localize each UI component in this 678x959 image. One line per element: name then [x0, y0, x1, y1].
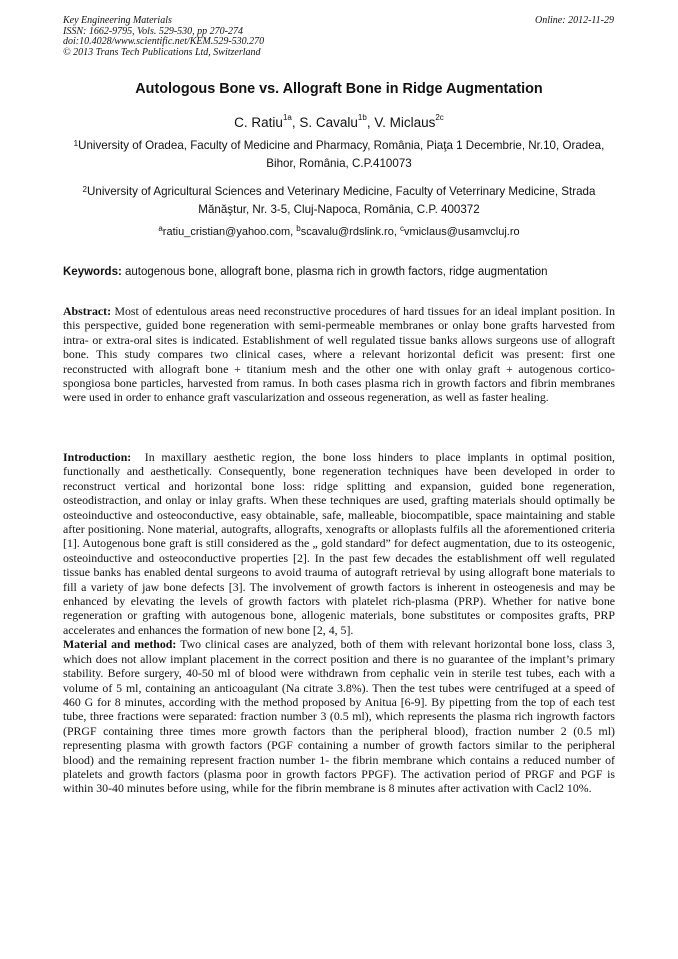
journal-header — [63, 16, 264, 58]
author-name: V. Miclaus — [374, 115, 436, 130]
author-name: S. Cavalu — [299, 115, 358, 130]
affiliation-2 — [63, 183, 615, 219]
keywords-text: autogenous bone, allograft bone, plasma rich in growth factors, ridge augmentation — [125, 266, 548, 278]
introduction-text: In maxillary aesthetic region, the bone loss hinders to place implants in optimal position, functionally and aesthetically. Consequently, bone regeneration techniques have been developed in order to reconstruct vertical and horizontal bone loss: ridge splitting and expansion, guided bone regeneration, osteodistraction, and onlay or inlay grafts. When these techniques are used, grafting materials should optimally be osteoinductive and osteoconductive, easy obtainable, safe, malleable, biocompatible, space maintaining and stable after positioning. None material, autografts, allografts, xenografts or alloplasts fulfils all the aforementioned criteria [1]. Autogenous bone graft is still considered as the „ gold standard” for defect augmentation, due to its osteogenic, osteoinductive and osteoconductive properties [2]. In the past few decades the establishment off well regulated tissue banks has enabled dental surgeons to avoid trauma of autograft retrieval by using allograft bone materials to fill a variety of jaw bone defects [3]. The involvement of growth factors is inherent in osteogenesis and may be enhanced by elevating the levels of growth factors with platelet rich-plasma (PRP). Whether for native bone regeneration or grafting with autogenous bone, allogenic materials, bone substitutes or composites grafts, PRP accelerates and enhances the formation of new bone [2, 4, 5]. — [63, 450, 615, 637]
methods-section — [63, 637, 615, 795]
methods-text: Two clinical cases are analyzed, both of them with relevant horizontal bone loss, class 3, which does not allow implant placement in the correct position and there is no guarantee of the implant’s primary stability. Before surgery, 40-50 ml of blood were withdrawn from cephalic vein in sterile test tubes, each with a volume of 5 ml, containing an anticoagulant (Na citrate 3.8%). Then the test tubes were centrifuged at a speed of 460 G for 8 minutes, according with the method proposed by Anitua [6-9]. By pipetting from the top of each test tube, three fractions were separated: fraction number 3 (0.5 ml), which represents the plasma rich ingrowth factors (PRGF containing three times more growth factors than the peripheral blood), fraction number 2 (0.5 ml) representing plasma with growth factors (PGF containing a number of growth factors similar to the peripheral blood) and the remaining represent fraction number 1- the fibrin membrane which contains a reduced number of platelets and growth factors (plasma poor in growth factors PPGF). The activation period of PRGF and PGF is within 30-40 minutes before using, while for the fibrin membrane is 8 minutes after activation with Cacl2 10%. — [63, 637, 616, 796]
affiliation-superscript: 2 — [82, 185, 87, 194]
affiliation-text: University of Oradea, Faculty of Medicine and Pharmacy, România, Piaţa 1 Decembrie, Nr.10, Oradea, Bihor, România, C.P.410073 — [78, 139, 605, 170]
online-date: Online: 2012-11-29 — [535, 15, 614, 26]
keywords-section — [63, 266, 615, 278]
email-superscript: b — [296, 224, 301, 233]
email-link[interactable]: scavalu@rdslink.ro — [300, 226, 394, 238]
email-superscript: a — [158, 224, 163, 233]
email-superscript: c — [399, 224, 404, 233]
affiliation-superscript: 1 — [73, 139, 79, 148]
author-superscript: 1a — [282, 113, 292, 122]
abstract-text: Most of edentulous areas need reconstructive procedures of hard tissues for an ideal implant position. In this perspective, guided bone regeneration with semi-permeable membranes or onlay bone grafts harvested from intra- or extra-oral sites is indicated. Establishment of well regulated tissue banks allows surgeons use of allograft bone. This study compares two clinical cases, where a relevant horizontal deficit was present: first one reconstructed with allograft bone + titanium mesh and the other one with onlay graft + autogenous cortico-spongiosa bone particles, harvested from ramus. In both cases plasma rich in growth factors and fibrin membranes were used in order to enhance graft vascularization and osseous regeneration, as well as faster healing. — [63, 304, 615, 405]
abstract-label: Abstract: — [63, 304, 112, 318]
author-superscript: 2c — [435, 113, 444, 122]
introduction-label: Introduction: — [63, 450, 132, 464]
author-name: C. Ratiu — [234, 115, 283, 130]
affiliation-text: University of Agricultural Sciences and Veterinary Medicine, Faculty of Veterrinary Medicine, Strada Mănăştur, Nr. 3-5, Cluj-Napoca, România, C.P. 400372 — [87, 185, 596, 216]
doi-line: doi:10.4028/www.scientific.net/KEM.529-530.270 — [63, 36, 265, 48]
abstract-section — [63, 304, 615, 405]
email-link[interactable]: vmiclaus@usamvcluj.ro — [403, 226, 520, 238]
keywords-label: Keywords: — [63, 266, 122, 278]
paper-title: Autologous Bone vs. Allograft Bone in Ridge Augmentation — [135, 81, 543, 97]
journal-name: Key Engineering Materials — [63, 15, 172, 26]
introduction-section — [63, 450, 615, 637]
issn-line: ISSN: 1662-9795, Vols. 529-530, pp 270-274 — [63, 25, 243, 37]
methods-label: Material and method: — [63, 637, 177, 652]
email-list: $^a$ratiu_cristian@yahoo.com, $^b$scavalu@rdslink.ro, $^c$vmiclaus@usamvcluj.ro — [158, 224, 520, 238]
author-superscript: 1b — [357, 113, 367, 122]
copyright-line: © 2013 Trans Tech Publications Ltd, Switzerland — [63, 46, 261, 58]
body-sections — [63, 450, 615, 796]
author-list: C. Ratiu$^{1a}$, S. Cavalu$^{1b}$, V. Miclaus$^{2c}$ — [234, 113, 444, 130]
email-link[interactable]: ratiu_cristian@yahoo.com — [162, 226, 291, 238]
affiliation-1 — [63, 137, 615, 173]
